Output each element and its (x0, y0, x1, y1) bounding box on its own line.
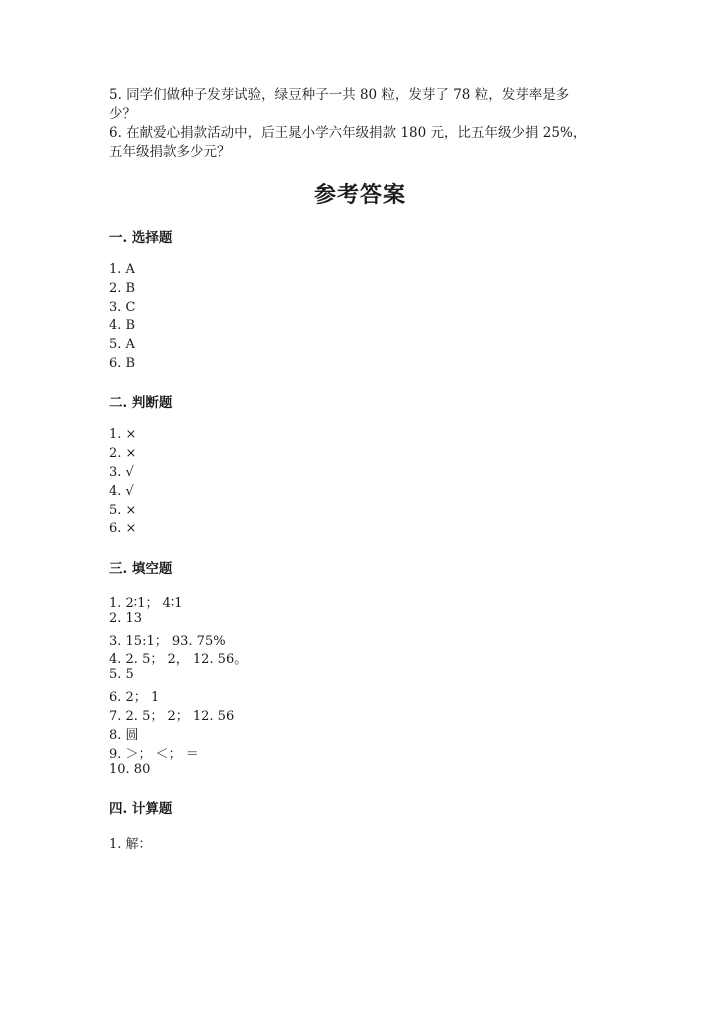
answer-item: 7. 2. 5； 2； 12. 56 (109, 709, 235, 724)
question-6-line-2: 五年级捐款多少元？ (109, 144, 231, 160)
answer-item: 4. 2. 5； 2， 12. 56。 (109, 652, 248, 667)
answer-item: 1. 解： (109, 837, 152, 852)
answer-item: 2. B (109, 281, 136, 296)
question-6-line-1: 6. 在献爱心捐款活动中，后王晁小学六年级捐款 180 元，比五年级少捐 25%， (109, 125, 587, 141)
answer-item: 6. × (109, 521, 137, 536)
answer-item: 3. √ (109, 465, 134, 480)
answer-item: 10. 80 (109, 762, 151, 777)
answer-item: 2. 13 (109, 611, 143, 626)
answer-item: 1. × (109, 427, 137, 442)
answer-item: 8. 圆 (109, 728, 139, 743)
answer-item: 3. 15:1； 93. 75% (109, 634, 226, 649)
section-heading-fill-in: 三. 填空题 (109, 561, 173, 577)
section-heading-choice: 一. 选择题 (109, 230, 173, 246)
section-heading-calculation: 四. 计算题 (109, 801, 173, 817)
answer-item: 5. A (109, 337, 135, 352)
answer-key-title: 参考答案 (313, 182, 406, 208)
question-5-line-2: 少？ (109, 106, 136, 122)
answer-item: 5. × (109, 503, 137, 518)
answer-item: 6. B (109, 356, 136, 371)
answer-item: 5. 5 (109, 667, 134, 682)
answer-item: 1. A (109, 262, 135, 277)
answer-item: 9. ＞； ＜； ＝ (109, 747, 199, 762)
answer-item: 1. 2∶1； 4∶1 (109, 596, 183, 611)
answer-item: 2. × (109, 446, 137, 461)
answer-item: 3. C (109, 300, 136, 315)
answer-item: 4. √ (109, 484, 134, 499)
answer-item: 6. 2； 1 (109, 690, 160, 705)
answer-item: 4. B (109, 318, 136, 333)
section-heading-true-false: 二. 判断题 (109, 395, 173, 411)
question-5-line-1: 5. 同学们做种子发芽试验，绿豆种子一共 80 粒，发芽了 78 粒，发芽率是多 (109, 87, 570, 103)
